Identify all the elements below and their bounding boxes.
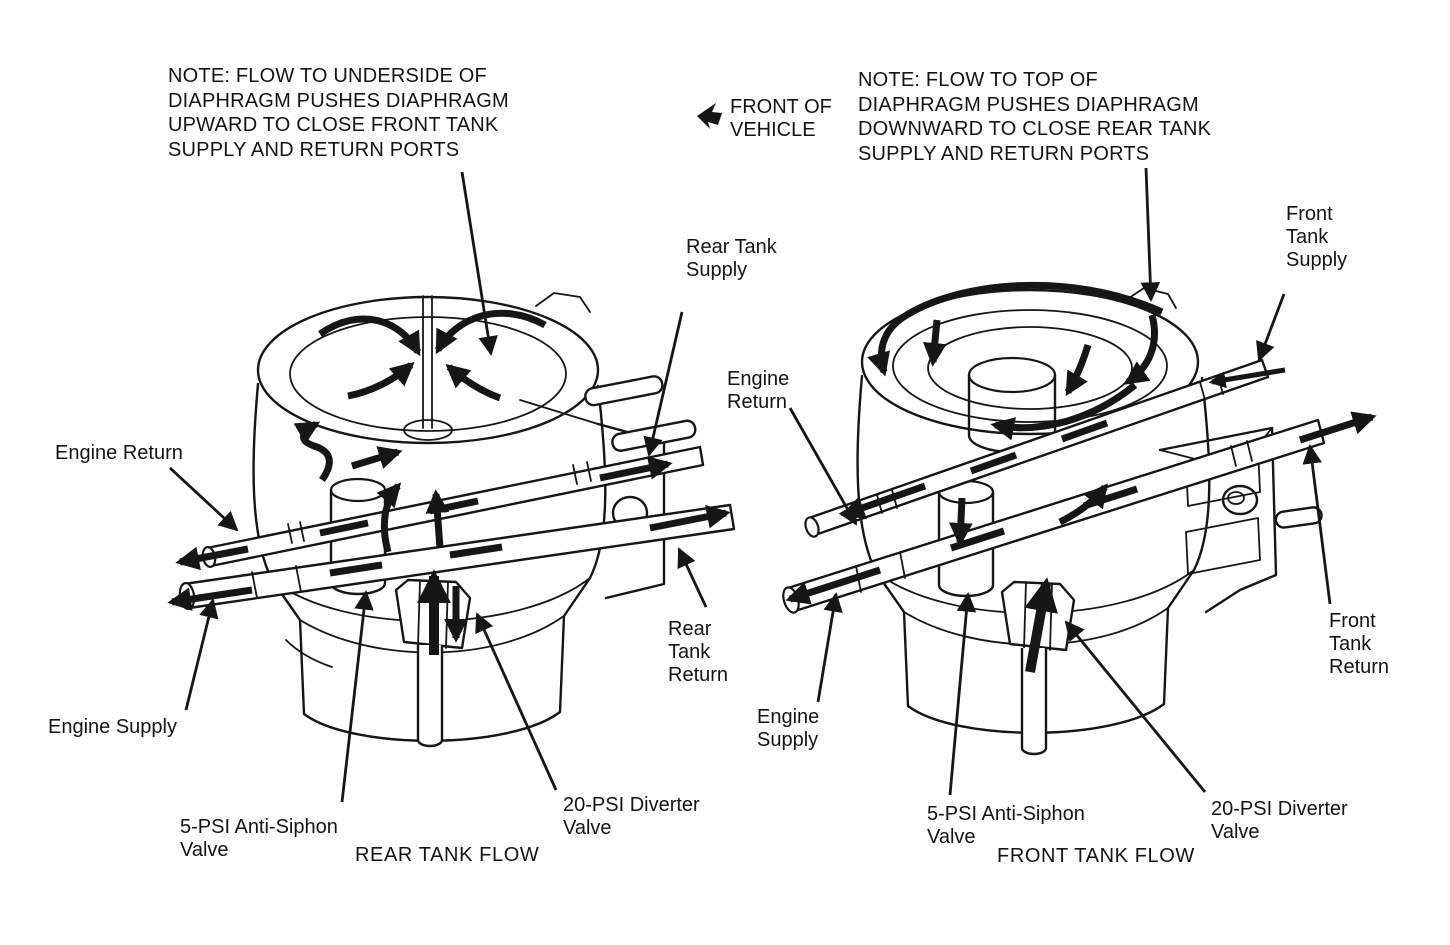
label-anti-siphon-valve-front: 5-PSI Anti-Siphon Valve xyxy=(927,803,1085,848)
leader-anti-siphon-rear xyxy=(342,592,366,802)
leader-note-rear xyxy=(462,172,491,354)
caption-front-tank-flow: FRONT TANK FLOW xyxy=(997,845,1195,867)
leader-front-tank-return xyxy=(1310,446,1330,604)
label-diverter-valve-front: 20-PSI Diverter Valve xyxy=(1211,798,1348,843)
front-valve-assembly-drawing xyxy=(781,285,1372,754)
label-rear-tank-supply: Rear Tank Supply xyxy=(686,236,777,281)
label-anti-siphon-valve-rear: 5-PSI Anti-Siphon Valve xyxy=(180,816,338,861)
label-front-tank-supply: Front Tank Supply xyxy=(1286,203,1348,271)
label-engine-supply-front: Engine Supply xyxy=(757,706,820,751)
leader-diverter-front xyxy=(1066,622,1205,792)
leader-anti-siphon-front xyxy=(950,594,968,795)
leader-front-tank-supply xyxy=(1259,294,1284,360)
note-rear-tank: NOTE: FLOW TO UNDERSIDE OF DIAPHRAGM PUSHES DIAPHRAGM UPWARD TO CLOSE FRONT TANK SUPPLY AND RETURN PORTS xyxy=(168,65,509,161)
label-front-tank-return: Front Tank Return xyxy=(1329,610,1390,678)
leader-note-front xyxy=(1146,168,1151,300)
label-rear-tank-return: Rear Tank Return xyxy=(668,618,729,686)
leader-diverter-rear xyxy=(477,614,556,790)
leader-rear-tank-return xyxy=(679,549,706,607)
label-engine-return-rear: Engine Return xyxy=(55,442,183,464)
leader-engine-supply-rear xyxy=(186,600,213,710)
front-of-vehicle-label: FRONT OF VEHICLE xyxy=(730,96,832,141)
label-engine-supply-rear: Engine Supply xyxy=(48,716,177,738)
caption-rear-tank-flow: REAR TANK FLOW xyxy=(355,844,540,866)
label-diverter-valve-rear: 20-PSI Diverter Valve xyxy=(563,794,700,839)
leader-engine-supply-front xyxy=(818,594,836,702)
leader-engine-return-rear xyxy=(170,468,237,530)
front-of-vehicle-arrow-icon xyxy=(697,103,722,129)
rear-valve-assembly-drawing xyxy=(172,293,734,746)
label-engine-return-front: Engine Return xyxy=(727,368,790,413)
note-front-tank: NOTE: FLOW TO TOP OF DIAPHRAGM PUSHES DIAPHRAGM DOWNWARD TO CLOSE REAR TANK SUPPLY AND RETURN PORTS xyxy=(858,69,1212,165)
leader-engine-return-front xyxy=(790,408,856,524)
